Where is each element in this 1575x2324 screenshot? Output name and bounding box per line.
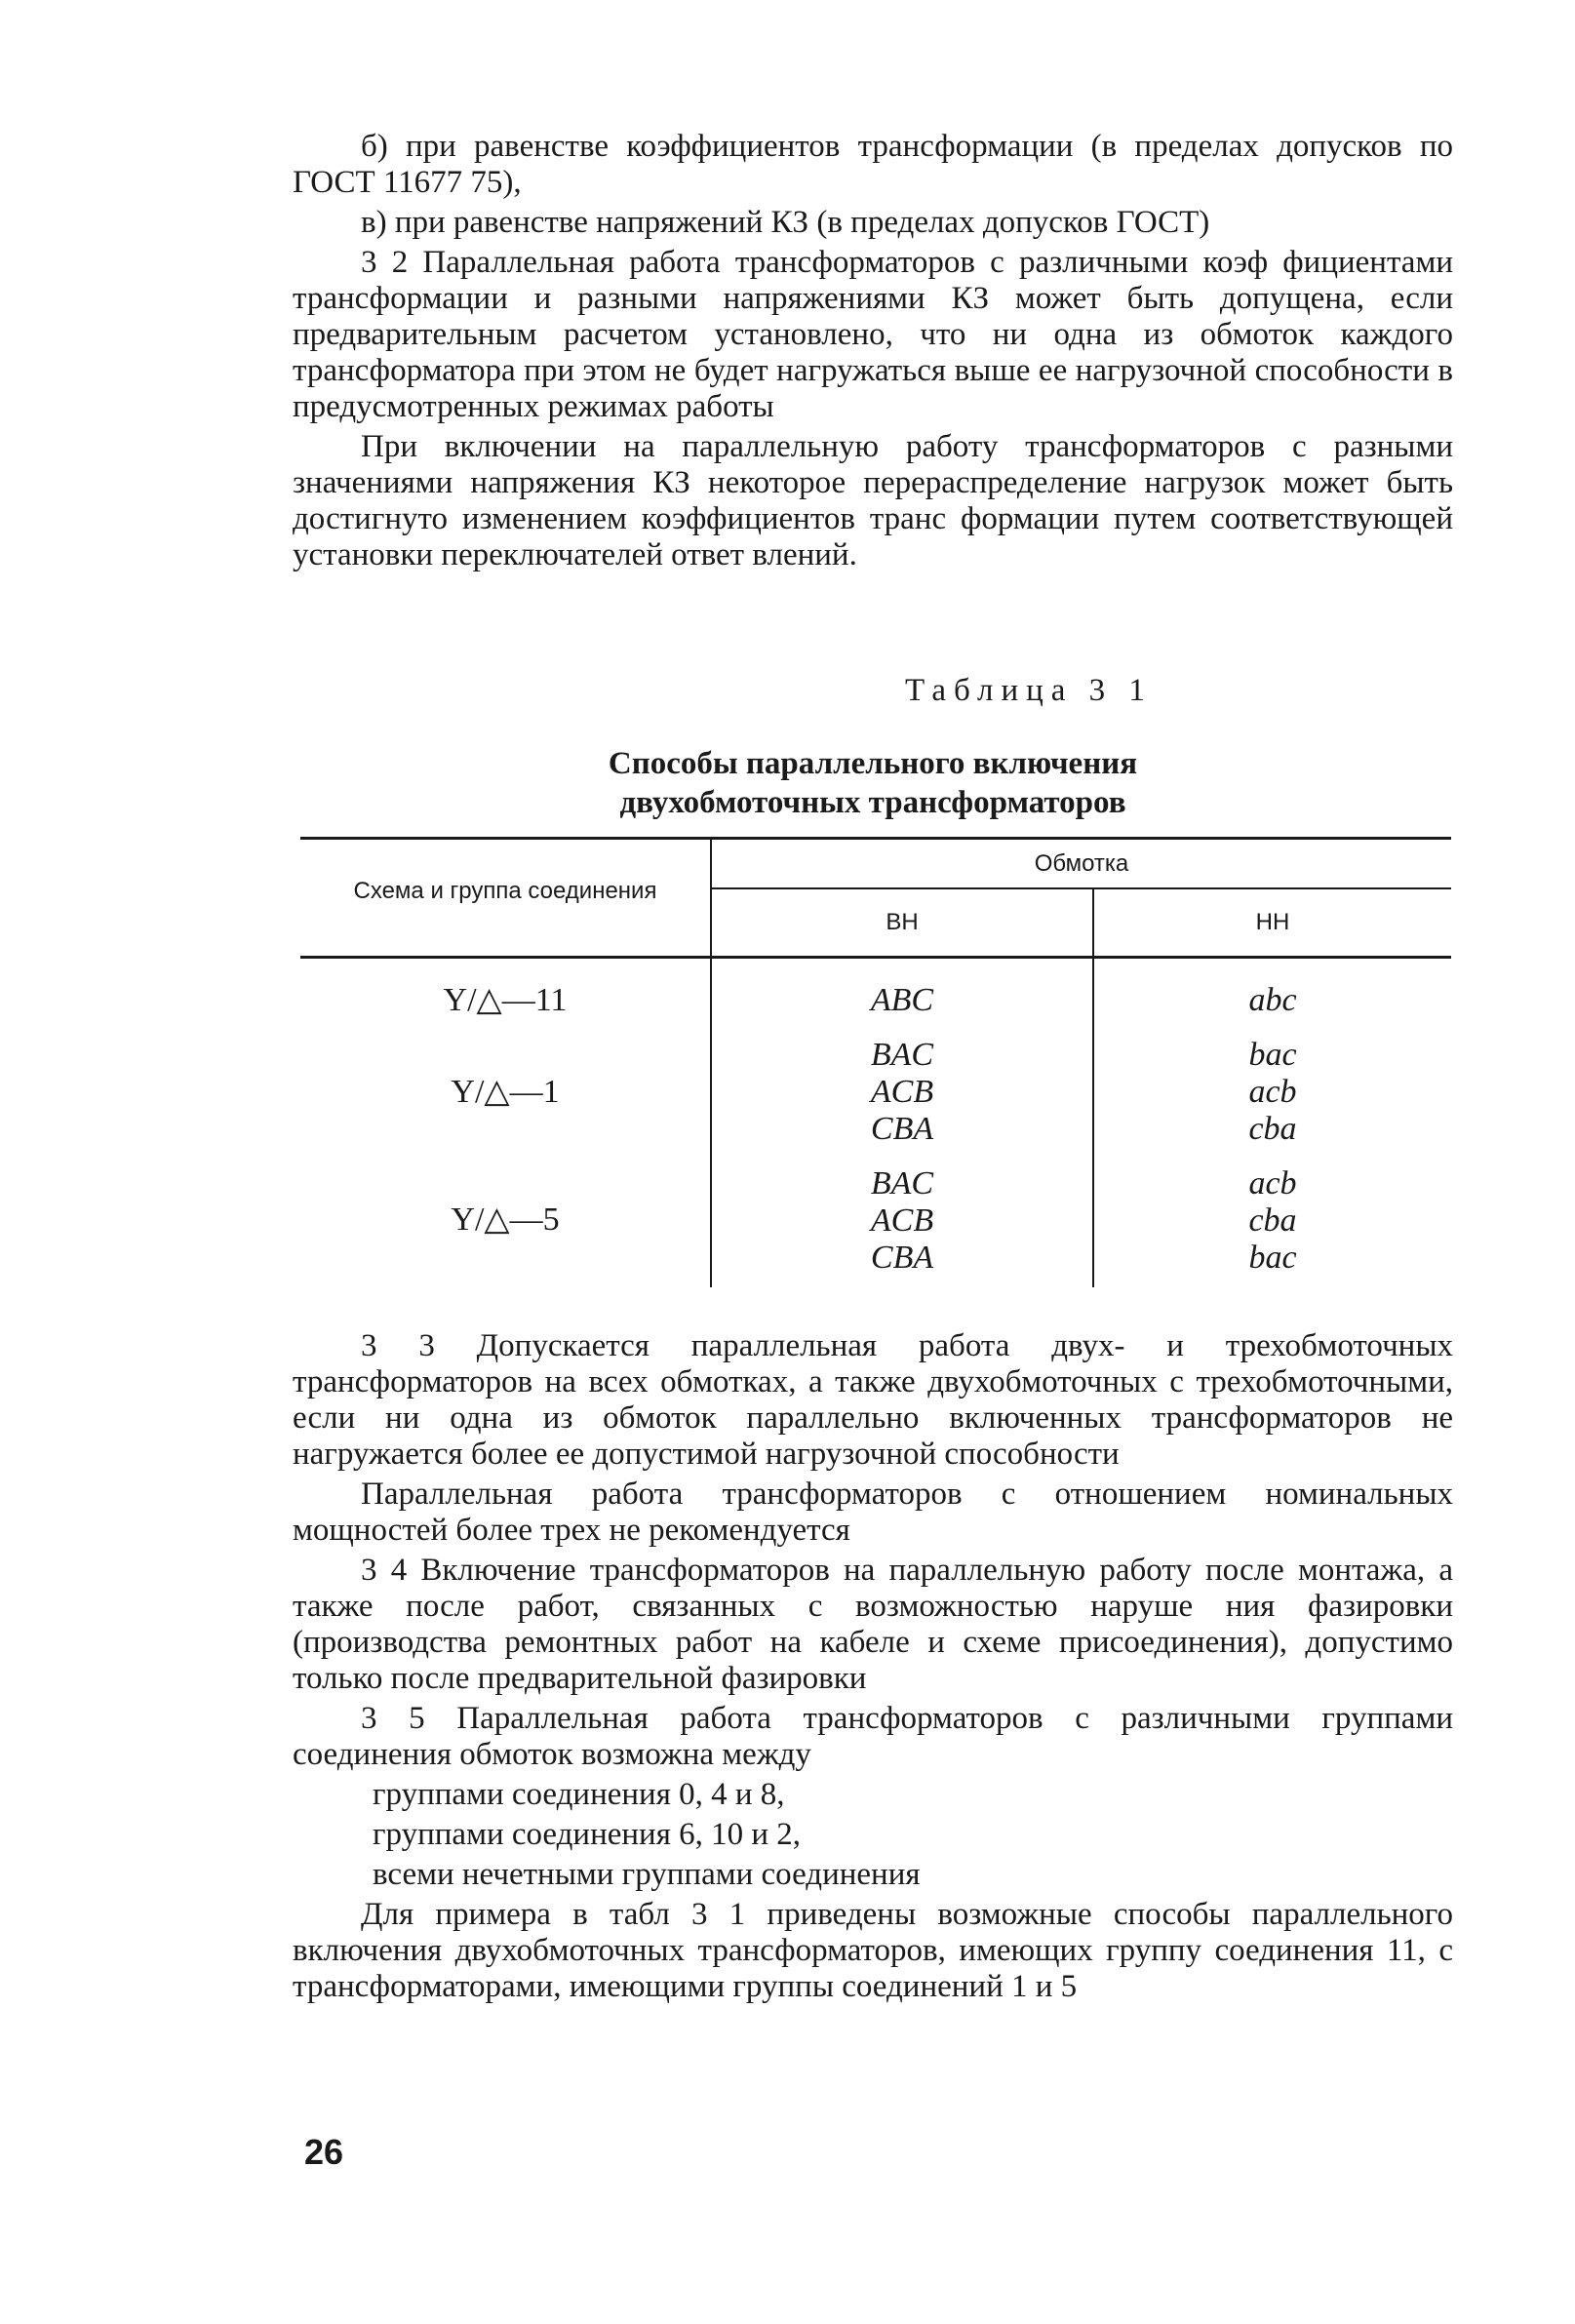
- table-title-line: двухобмоточных трансформаторов: [619, 785, 1126, 820]
- paragraph: Для примера в табл 3 1 приведены возможные способы параллельного включения двухобмоточных трансформаторов, имеющих группу соединения 11, с трансформаторами, имеющими группы соединений 1 и 5: [293, 1897, 1453, 2004]
- list-item: группами соединения 0, 4 и 8,: [373, 1777, 785, 1812]
- page-number: 26: [304, 2132, 344, 2172]
- header-divider: [712, 887, 1451, 889]
- table-label: Таблица 3 1: [905, 673, 1153, 708]
- table-caption: [293, 673, 1453, 822]
- table-cell-lv: abc: [1248, 982, 1297, 1018]
- table-cell-hv: BAC: [870, 1037, 934, 1073]
- header-winding: Обмотка: [1034, 850, 1129, 877]
- list-item: всеми нечетными группами соединения: [373, 1857, 921, 1892]
- top-text: [293, 129, 1453, 577]
- table-cell-hv: CBA: [870, 1240, 934, 1276]
- table-title: [293, 744, 1453, 822]
- table-cell-scheme: Y/△—1: [451, 1074, 560, 1110]
- table-cell-scheme: Y/△—5: [451, 1201, 560, 1238]
- paragraph: б) при равенстве коэффициентов трансформации (в пределах допусков по ГОСТ 11677 75),: [293, 129, 1453, 200]
- table-cell-lv: bac: [1248, 1037, 1297, 1073]
- header-bottom-rule: [300, 956, 1451, 959]
- connection-table: [300, 837, 1451, 1287]
- table-cell-lv: acb: [1248, 1074, 1297, 1110]
- table-title-line: Способы параллельного включения: [608, 746, 1138, 781]
- table-cell-lv: cba: [1248, 1202, 1297, 1239]
- table-cell-hv: CBA: [870, 1111, 934, 1147]
- paragraph: 3 4 Включение трансформаторов на параллельную работу после монтажа, а также после работ, связанных с возможностью наруше ния фазировки (производства ремонтных работ на кабеле и схеме присоединения), допустимо только после предварительной фазировки: [293, 1553, 1453, 1696]
- table-cell-hv: ACB: [870, 1074, 934, 1110]
- table-top-rule: [300, 837, 1451, 840]
- bottom-text: [293, 1328, 1453, 2009]
- header-scheme: Схема и группа соединения: [353, 878, 657, 904]
- paragraph: 3 3 Допускается параллельная работа двух- и трехобмоточных трансформаторов на всех обмотках, а также двухобмоточных с трехобмоточными, если ни одна из обмоток параллельно включенных трансформаторов не нагружается более ее допустимой нагрузочной способности: [293, 1328, 1453, 1472]
- table-cell-hv: ABC: [870, 982, 934, 1018]
- list-item: группами соединения 6, 10 и 2,: [373, 1817, 802, 1852]
- paragraph: в) при равенстве напряжений КЗ (в пределах допусков ГОСТ): [361, 205, 1210, 240]
- table-cell-lv: cba: [1248, 1111, 1297, 1147]
- header-hv: ВН: [886, 909, 919, 935]
- header-lv: НН: [1255, 909, 1290, 935]
- table-cell-hv: ACB: [870, 1202, 934, 1239]
- paragraph: Параллельная работа трансформаторов с отношением номинальных мощностей более трех не рекомендуется: [293, 1477, 1453, 1548]
- table-cell-lv: bac: [1248, 1240, 1297, 1276]
- paragraph: 3 2 Параллельная работа трансформаторов с различными коэф фициентами трансформации и разными напряжениями КЗ может быть допущена, если предварительным расчетом установлено, что ни одна из обмоток каждого трансформатора при этом не будет нагружаться выше ее нагрузочной способности в предусмотренных режимах работы: [293, 245, 1453, 424]
- table-cell-scheme: Y/△—11: [443, 982, 568, 1018]
- table-cell-lv: acb: [1248, 1165, 1297, 1201]
- paragraph: 3 5 Параллельная работа трансформаторов с различными группами соединения обмоток возможна между: [293, 1701, 1453, 1772]
- paragraph: При включении на параллельную работу трансформаторов с разными значениями напряжения КЗ некоторое перераспределение нагрузок может быть достигнуто изменением коэффициентов транс формации путем соответствующей установки переключателей ответ влений.: [293, 429, 1453, 572]
- table-cell-hv: BAC: [870, 1165, 934, 1201]
